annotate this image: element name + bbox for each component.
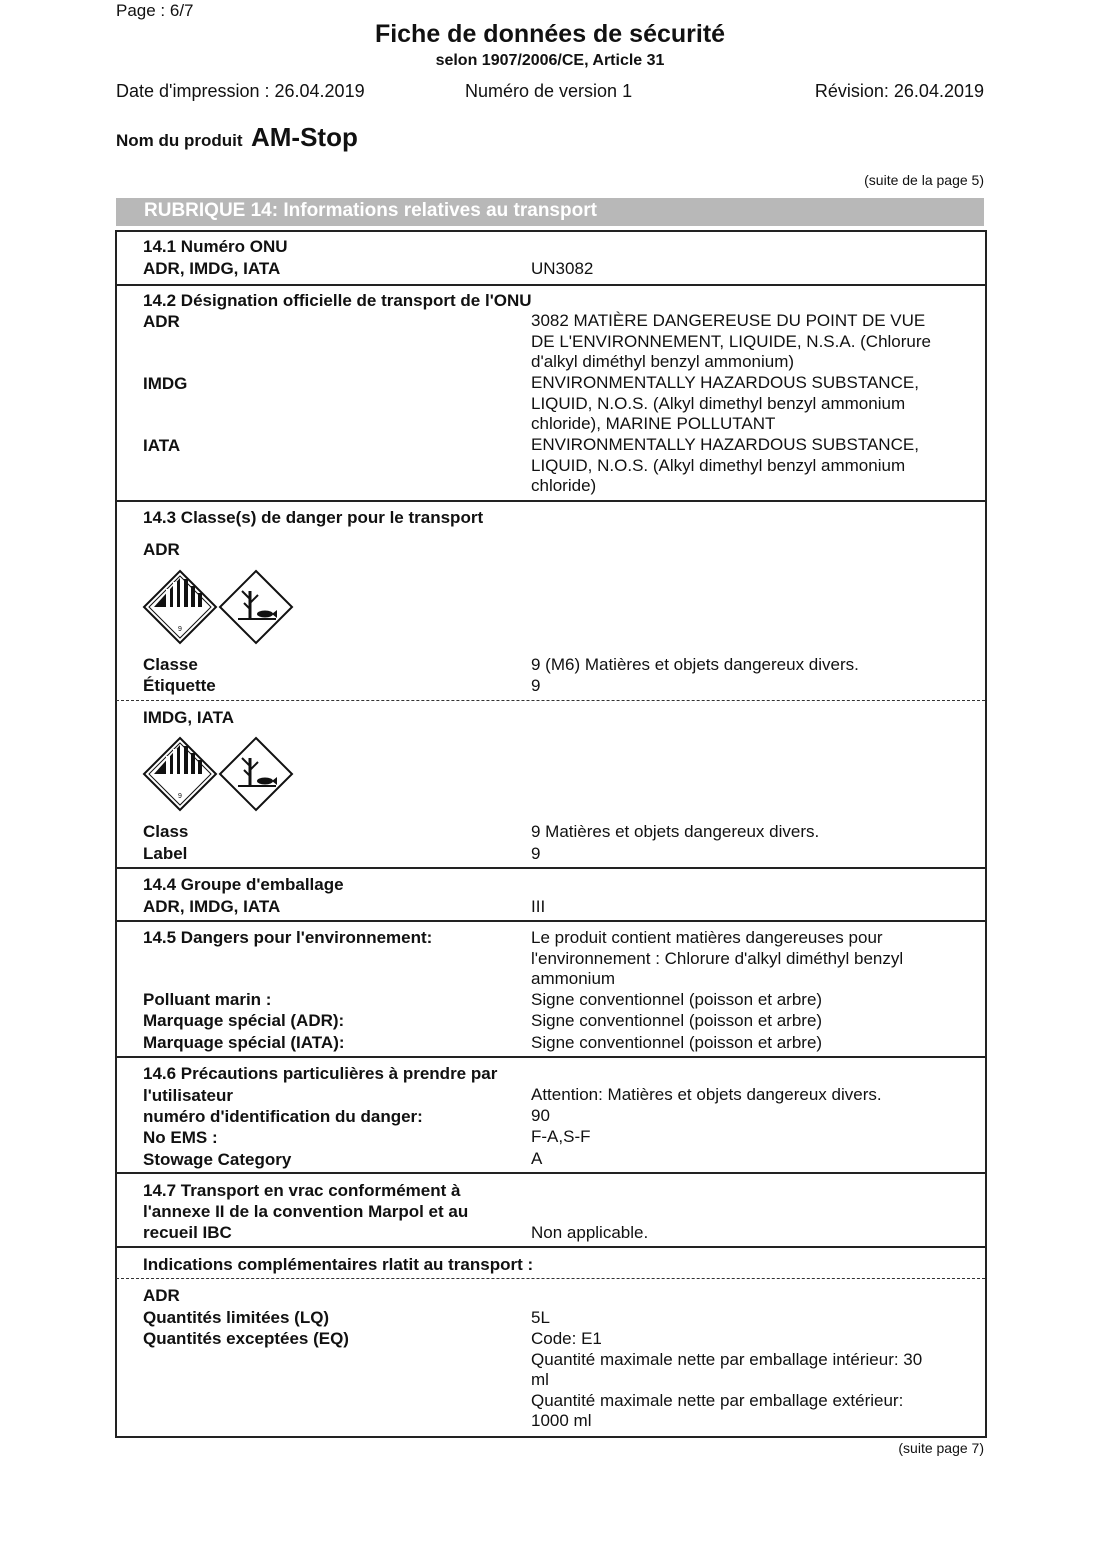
- s14-7-value: Non applicable.: [531, 1223, 649, 1242]
- s14-5-adr-mark-label: Marquage spécial (ADR):: [143, 1011, 345, 1030]
- s14-6-hazard-id-label: numéro d'identification du danger:: [143, 1107, 423, 1126]
- extra-eq-value: Code: E1 Quantité maximale nette par emballage intérieur: 30 ml Quantité maximale nette par emballage extérieur: 1000 ml: [531, 1329, 923, 1431]
- dashed-divider: [116, 1278, 985, 1279]
- s14-7-heading-line2: l'annexe II de la convention Marpol et au: [143, 1202, 469, 1221]
- section-title-bar: [116, 198, 984, 226]
- divider: [116, 1172, 985, 1174]
- s14-3-imdg-class-value: 9 Matières et objets dangereux divers.: [531, 822, 820, 841]
- s14-6-heading-line2: l'utilisateur: [143, 1086, 234, 1105]
- s14-1-heading: 14.1 Numéro ONU: [143, 237, 288, 256]
- s14-6-ems-label: No EMS :: [143, 1128, 218, 1147]
- s14-2-imdg-label: IMDG: [143, 374, 188, 393]
- extra-lq-value: 5L: [531, 1308, 550, 1327]
- environment-hazard-pictogram: [218, 736, 294, 812]
- continued-to-note: (suite page 7): [898, 1440, 984, 1456]
- environment-hazard-pictogram: [218, 569, 294, 645]
- s14-6-ems-value: F-A,S-F: [531, 1127, 591, 1146]
- continued-from-note: (suite de la page 5): [864, 172, 984, 188]
- print-date: Date d'impression : 26.04.2019: [116, 81, 365, 101]
- s14-3-adr-class-label: Classe: [143, 655, 198, 674]
- s14-1-value: UN3082: [531, 259, 594, 278]
- s14-3-adr-label-label: Étiquette: [143, 676, 216, 695]
- s14-5-iata-mark-value: Signe conventionnel (poisson et arbre): [531, 1033, 823, 1052]
- s14-3-imdg-class-label: Class: [143, 822, 189, 841]
- divider: [116, 284, 985, 286]
- section-title: RUBRIQUE 14: Informations relatives au transport: [144, 200, 597, 221]
- s14-6-attention-value: Attention: Matières et objets dangereux divers.: [531, 1085, 882, 1104]
- s14-5-iata-mark-label: Marquage spécial (IATA):: [143, 1033, 345, 1052]
- s14-6-heading-line1: 14.6 Précautions particulières à prendre par: [143, 1064, 498, 1083]
- product-name: AM-Stop: [250, 122, 358, 152]
- page-number: Page : 6/7: [116, 1, 194, 20]
- s14-5-marine-label: Polluant marin :: [143, 990, 272, 1009]
- s14-3-adr-class-value: 9 (M6) Matières et objets dangereux divers.: [531, 655, 859, 674]
- document-subtitle: selon 1907/2006/CE, Article 31: [435, 52, 665, 69]
- extra-adr-title: ADR: [143, 1286, 180, 1305]
- divider: [116, 1056, 985, 1058]
- s14-7-heading-line1: 14.7 Transport en vrac conformément à: [143, 1181, 461, 1200]
- s14-7-heading-line3: recueil IBC: [143, 1223, 232, 1242]
- s14-3-imdg-title: IMDG, IATA: [143, 708, 234, 727]
- s14-2-adr-value: 3082 MATIÈRE DANGEREUSE DU POINT DE VUE DE L'ENVIRONNEMENT, LIQUIDE, N.S.A. (Chlorure d'alkyl diméthyl benzyl ammonium): [531, 311, 931, 372]
- extra-eq-label: Quantités exceptées (EQ): [143, 1329, 349, 1348]
- s14-1-label: ADR, IMDG, IATA: [143, 259, 281, 278]
- s14-3-imdg-label-label: Label: [143, 844, 188, 863]
- s14-5-value: Le produit contient matières dangereuses pour l'environnement : Chlorure d'alkyl diméthyl benzyl ammonium: [531, 928, 904, 989]
- extra-lq-label: Quantités limitées (LQ): [143, 1308, 330, 1327]
- s14-4-value: III: [531, 897, 546, 916]
- s14-3-imdg-label-value: 9: [531, 844, 541, 863]
- product-label: Nom du produit: [116, 131, 243, 150]
- s14-3-adr-title: ADR: [143, 540, 180, 559]
- s14-2-iata-value: ENVIRONMENTALLY HAZARDOUS SUBSTANCE, LIQUID, N.O.S. (Alkyl dimethyl benzyl ammonium chloride): [531, 435, 919, 496]
- class9-hazard-pictogram: [142, 736, 218, 812]
- s14-4-heading: 14.4 Groupe d'emballage: [143, 875, 344, 894]
- divider: [116, 867, 985, 869]
- revision-date: Révision: 26.04.2019: [814, 81, 984, 101]
- extra-heading: Indications complémentaires rlatit au transport :: [143, 1255, 534, 1274]
- version-number: Numéro de version 1: [465, 81, 633, 101]
- s14-2-iata-label: IATA: [143, 436, 181, 455]
- product-line: [116, 122, 358, 153]
- s14-2-heading: 14.2 Désignation officielle de transport de l'ONU: [143, 291, 532, 310]
- s14-6-stowage-label: Stowage Category: [143, 1150, 292, 1169]
- document-title: Fiche de données de sécurité: [374, 20, 726, 48]
- s14-3-adr-label-value: 9: [531, 676, 541, 695]
- s14-2-adr-label: ADR: [143, 312, 180, 331]
- s14-2-imdg-value: ENVIRONMENTALLY HAZARDOUS SUBSTANCE, LIQUID, N.O.S. (Alkyl dimethyl benzyl ammonium chloride), MARINE POLLUTANT: [531, 373, 919, 434]
- s14-5-adr-mark-value: Signe conventionnel (poisson et arbre): [531, 1011, 823, 1030]
- s14-3-heading: 14.3 Classe(s) de danger pour le transport: [143, 508, 484, 527]
- s14-5-marine-value: Signe conventionnel (poisson et arbre): [531, 990, 823, 1009]
- s14-4-label: ADR, IMDG, IATA: [143, 897, 281, 916]
- s14-5-heading: 14.5 Dangers pour l'environnement:: [143, 928, 433, 947]
- class9-digit: 9: [178, 793, 182, 800]
- s14-6-hazard-id-value: 90: [531, 1106, 550, 1125]
- dashed-divider: [116, 700, 985, 701]
- s14-6-stowage-value: A: [531, 1149, 543, 1168]
- class9-hazard-pictogram: [142, 569, 218, 645]
- divider: [116, 1246, 985, 1248]
- class9-digit: 9: [178, 626, 182, 633]
- divider: [116, 500, 985, 502]
- divider: [116, 920, 985, 922]
